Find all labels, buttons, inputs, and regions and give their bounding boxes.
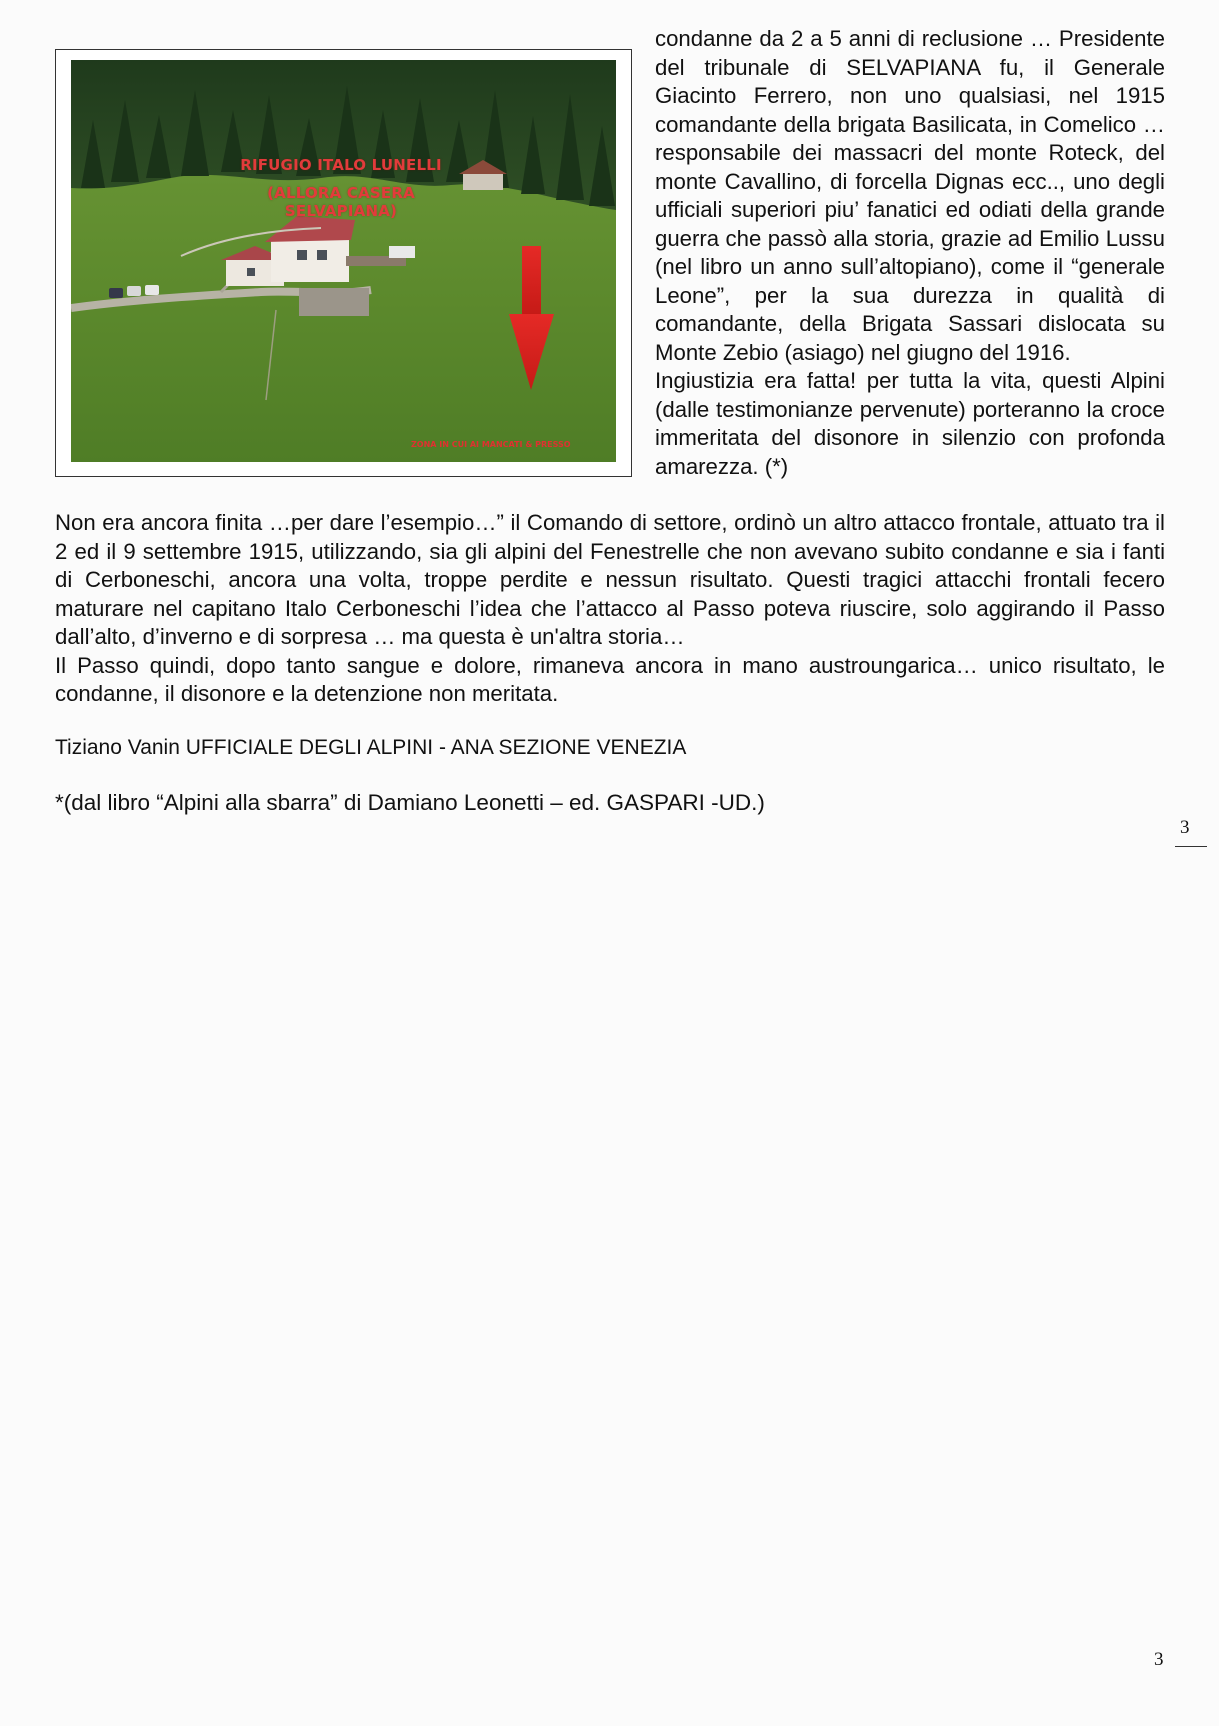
rifugio-photo <box>71 60 616 462</box>
body-paragraph: Il Passo quindi, dopo tanto sangue e dolore, rimaneva ancora in mano austroungarica… unico risultato, le condanne, il disonore e la detenzione non meritata. <box>55 652 1165 706</box>
body-paragraph: Non era ancora finita …per dare l’esempio…” il Comando di settore, ordinò un altro attacco frontale, attuato tra il 2 ed il 9 settembre 1915, utilizzando, sia gli alpini del Fenestrelle che non avevano subito condanne e sia i fanti di Cerboneschi, ancora una volta, troppe perdite e nessun risultato. Questi tragici attacchi frontali fecero maturare nel capitano Italo Cerboneschi l’idea che l’attacco al Passo poteva riuscire, solo aggirando il Passo dall’alto, d’inverno e di sorpresa … ma questa è un'altra storia… <box>55 510 1165 649</box>
photo-footnote: ZONA IN CUI AI MANCATI & PRESSO <box>411 440 571 449</box>
main-body-text <box>55 509 1165 709</box>
page-number: 3 <box>1154 1649 1164 1670</box>
page-marker: 3 <box>1180 817 1190 838</box>
author-line: Tiziano Vanin UFFICIALE DEGLI ALPINI - ANA SEZIONE VENEZIA <box>55 736 687 759</box>
side-paragraph: Ingiustizia era fatta! per tutta la vita, questi Alpini (dalle testimonianze pervenute) porteranno la croce immeritata del disonore in silenzio con profonda amarezza. (*) <box>655 368 1165 479</box>
side-column-text <box>655 25 1165 481</box>
photo-caption-title: RIFUGIO ITALO LUNELLI <box>240 156 442 174</box>
page-marker-underline <box>1175 846 1207 847</box>
side-paragraph: condanne da 2 a 5 anni di reclusione … Presidente del tribunale di SELVAPIANA fu, il Generale Giacinto Ferrero, non uno qualsiasi, nel 1915 comandante della brigata Basilicata, in Comelico …responsabile dei massacri del monte Roteck, del monte Cavallino, di forcella Dignas ecc.., uno degli ufficiali superiori piu’ fanatici ed odiati della grande guerra che passò alla storia, grazie ad Emilio Lussu (nel libro un anno sull’altopiano), come il “generale Leone”, per la sua durezza in qualità di comandante, della Brigata Sassari dislocata su Monte Zebio (asiago) nel giugno del 1916. <box>655 26 1165 365</box>
photo-frame <box>55 49 632 477</box>
source-citation: *(dal libro “Alpini alla sbarra” di Damiano Leonetti – ed. GASPARI -UD.) <box>55 790 765 815</box>
photo-caption-subtitle: (ALLORA CASERA SELVAPIANA) <box>267 184 415 220</box>
